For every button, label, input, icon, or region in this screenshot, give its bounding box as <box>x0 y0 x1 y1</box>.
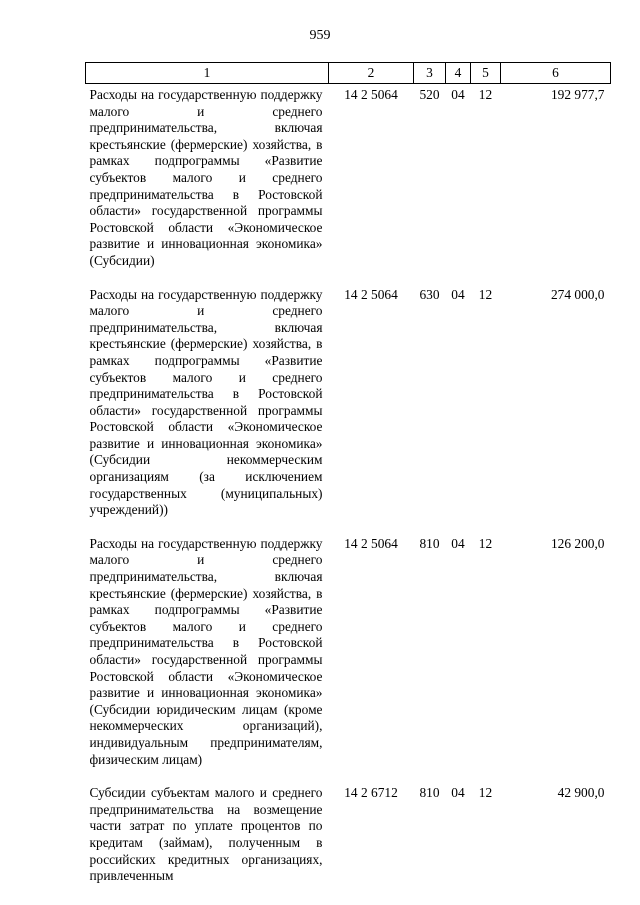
row-target-code: 14 2 6712 <box>344 785 398 801</box>
page-number: 959 <box>309 28 331 43</box>
row-expense-type: 630 <box>419 286 440 302</box>
row-target-code: 14 2 5064 <box>344 87 398 102</box>
row-subsection: 12 <box>478 785 493 801</box>
row-subsection: 12 <box>478 535 493 551</box>
row-expense-type: 810 <box>419 535 440 551</box>
table-header-row <box>86 63 611 84</box>
row-expense-type: 810 <box>419 785 440 801</box>
row-target-code: 14 2 5064 <box>344 535 398 551</box>
table-row <box>86 284 611 533</box>
budget-table <box>85 62 611 885</box>
header-col-6: 6 <box>501 63 611 84</box>
row-expense-type: 520 <box>419 87 440 102</box>
row-section: 04 <box>451 286 465 302</box>
row-section: 04 <box>451 535 465 551</box>
row-amount: 274 000,0 <box>550 286 605 302</box>
table-row <box>86 533 611 782</box>
row-description: Расходы на государственную поддержку малого и среднего предпринимательства, включая крестьянские (фермерские) хозяйства, в рамках подпрограммы «Развитие субъектов малого и среднего предпринимательства в Ростовской области» государственной программы Ростовской области «Экономическое развитие и инновационная экономика» (Субсидии) <box>89 87 323 268</box>
row-amount: 42 900,0 <box>557 785 605 801</box>
table-row <box>86 84 611 284</box>
row-description: Расходы на государственную поддержку малого и среднего предпринимательства, включая крестьянские (фермерские) хозяйства, в рамках подпрограммы «Развитие субъектов малого и среднего предпринимательства в Ростовской области» государственной программы Ростовской области «Экономическое развитие и инновационная экономика» (Субсидии некоммерческим организациям (за исключением государственных (муниципальных) учреждений)) <box>89 286 323 518</box>
row-amount: 126 200,0 <box>550 535 605 551</box>
row-target-code: 14 2 5064 <box>344 286 398 302</box>
header-col-4: 4 <box>446 63 471 84</box>
row-section: 04 <box>451 785 465 801</box>
row-section: 04 <box>451 87 465 102</box>
table-row <box>86 782 611 885</box>
header-col-2: 2 <box>329 63 414 84</box>
row-subsection: 12 <box>478 286 493 302</box>
header-col-1: 1 <box>86 63 329 84</box>
row-subsection: 12 <box>478 87 493 102</box>
row-amount: 192 977,7 <box>550 87 605 102</box>
header-col-5: 5 <box>471 63 501 84</box>
header-col-3: 3 <box>414 63 446 84</box>
row-description: Субсидии субъектам малого и среднего предпринимательства на возмещение части затрат по уплате процентов по кредитам (займам), полученным в российских кредитных организациях, привлеченным <box>89 785 323 884</box>
row-description: Расходы на государственную поддержку малого и среднего предпринимательства, включая крестьянские (фермерские) хозяйства, в рамках подпрограммы «Развитие субъектов малого и среднего предпринимательства в Ростовской области» государственной программы Ростовской области «Экономическое развитие и инновационная экономика» (Субсидии юридическим лицам (кроме некоммерческих организаций), индивидуальным предпринимателям, физическим лицам) <box>89 535 323 767</box>
